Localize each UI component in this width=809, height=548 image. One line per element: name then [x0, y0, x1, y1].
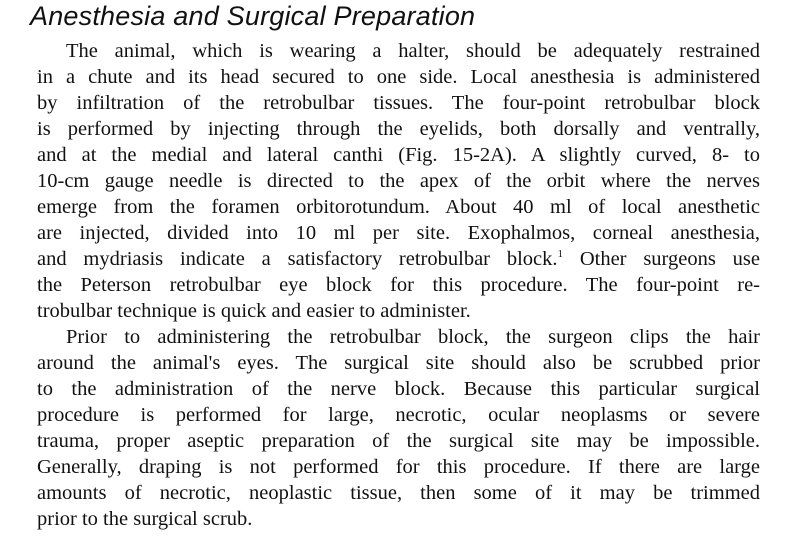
text-line-with-reference [37, 246, 760, 272]
text-line: procedure is performed for large, necrotic, ocular neoplasms or severe [37, 404, 760, 426]
reference-superscript: 1 [557, 248, 563, 260]
text-line: trobulbar technique is quick and easier to administer. [37, 300, 471, 322]
text-line: is performed by injecting through the eyelids, both dorsally and ventrally, [37, 118, 760, 140]
text-line: prior to the surgical scrub. [37, 508, 253, 530]
text-fragment: Other surgeons use [563, 248, 760, 270]
text-line: The animal, which is wearing a halter, should be adequately restrained [66, 40, 760, 62]
text-line: Prior to administering the retrobulbar block, the surgeon clips the hair [66, 326, 760, 348]
text-line: by infiltration of the retrobulbar tissues. The four-point retrobulbar block [37, 92, 760, 114]
text-line: Generally, draping is not performed for this procedure. If there are large [37, 456, 760, 478]
text-line: around the animal's eyes. The surgical site should also be scrubbed prior [37, 352, 760, 374]
section-heading: Anesthesia and Surgical Preparation [30, 1, 476, 31]
text-line: the Peterson retrobulbar eye block for this procedure. The four-point re- [37, 274, 760, 296]
text-line: amounts of necrotic, neoplastic tissue, then some of it may be trimmed [37, 482, 760, 504]
text-line: to the administration of the nerve block. Because this particular surgical [37, 378, 760, 400]
text-line: in a chute and its head secured to one side. Local anesthesia is administered [37, 66, 760, 88]
text-line: trauma, proper aseptic preparation of the surgical site may be impossible. [37, 430, 760, 452]
text-line: are injected, divided into 10 ml per site. Exophalmos, corneal anesthesia, [37, 222, 760, 244]
text-line: and at the medial and lateral canthi (Fig. 15-2A). A slightly curved, 8- to [37, 144, 760, 166]
text-line: emerge from the foramen orbitorotundum. About 40 ml of local anesthetic [37, 196, 760, 218]
text-line: 10-cm gauge needle is directed to the apex of the orbit where the nerves [37, 170, 760, 192]
text-fragment: and mydriasis indicate a satisfactory retrobulbar block. [37, 248, 558, 270]
